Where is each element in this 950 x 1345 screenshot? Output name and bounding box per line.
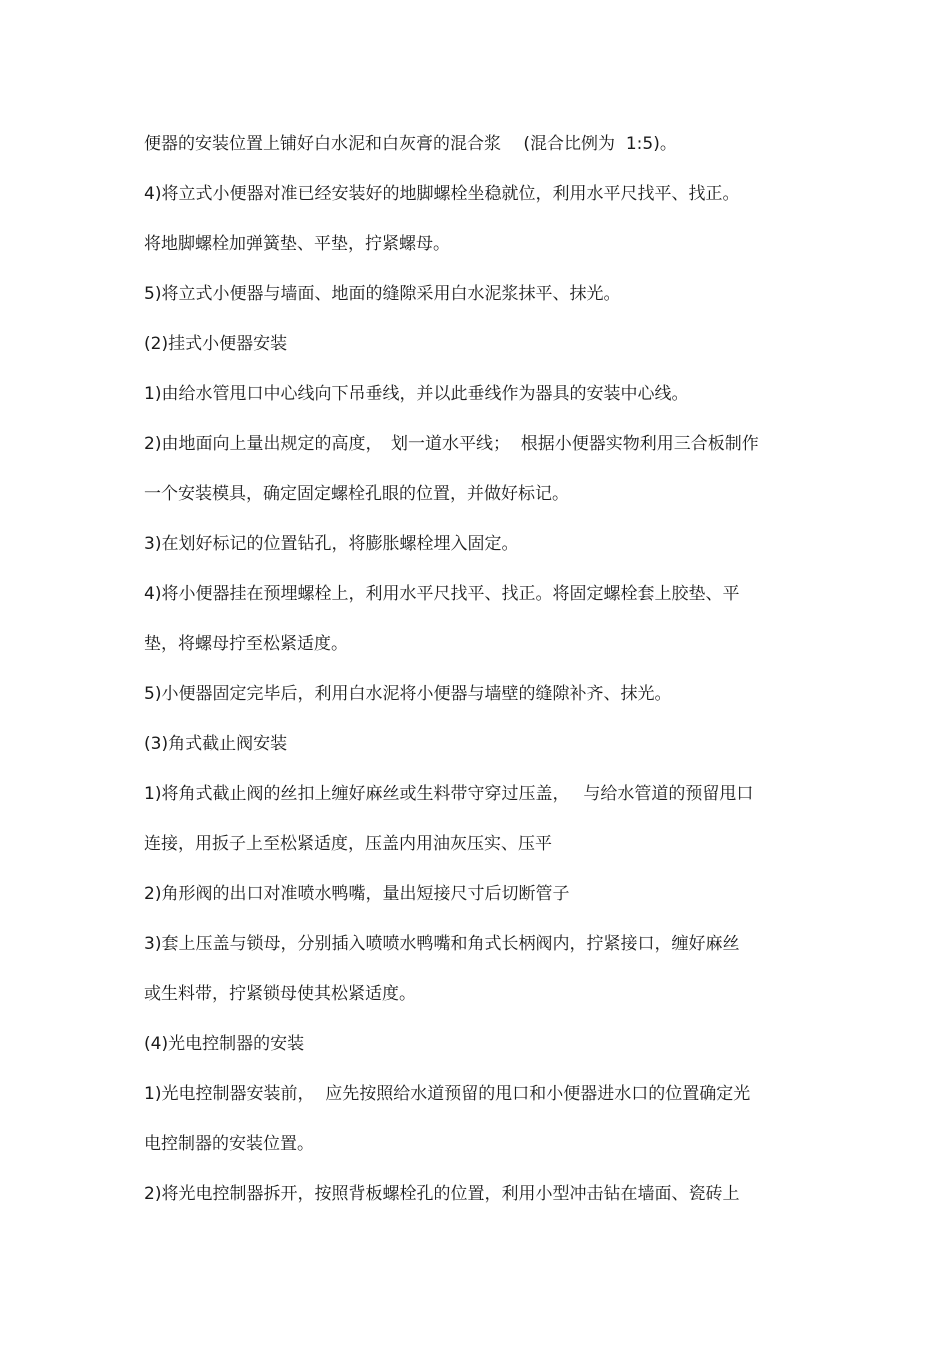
text-line: 4)将小便器挂在预埋螺栓上，利用水平尺找平、找正。将固定螺栓套上胶垫、平: [144, 584, 740, 604]
text-line: 5)将立式小便器与墙面、地面的缝隙采用白水泥浆抹平、抹光。: [144, 284, 621, 304]
text-line: 或生料带，拧紧锁母使其松紧适度。: [144, 984, 416, 1004]
section-heading: (3)角式截止阀安装: [144, 734, 288, 754]
text-line: 3)在划好标记的位置钻孔，将膨胀螺栓埋入固定。: [144, 534, 519, 554]
text-line: 1)光电控制器安装前， 应先按照给水道预留的甩口和小便器进水口的位置确定光: [144, 1084, 751, 1104]
text-line: 4)将立式小便器对准已经安装好的地脚螺栓坐稳就位，利用水平尺找平、找正。: [144, 184, 740, 204]
text-line: 电控制器的安装位置。: [144, 1134, 314, 1154]
text-line: 便器的安装位置上铺好白水泥和白灰膏的混合浆 (混合比例为 1:5)。: [144, 134, 677, 154]
text-line: 1)将角式截止阀的丝扣上缠好麻丝或生料带守穿过压盖， 与给水管道的预留甩口: [144, 784, 754, 804]
section-heading: (4)光电控制器的安装: [144, 1034, 305, 1054]
text-line: 将地脚螺栓加弹簧垫、平垫，拧紧螺母。: [144, 234, 450, 254]
text-line: 3)套上压盖与锁母，分别插入喷喷水鸭嘴和角式长柄阀内，拧紧接口，缠好麻丝: [144, 934, 740, 954]
text-line: 1)由给水管甩口中心线向下吊垂线，并以此垂线作为器具的安装中心线。: [144, 384, 689, 404]
text-line: 2)由地面向上量出规定的高度， 划一道水平线； 根据小便器实物利用三合板制作: [144, 434, 759, 454]
section-heading: (2)挂式小便器安装: [144, 334, 288, 354]
text-line: 5)小便器固定完毕后，利用白水泥将小便器与墙壁的缝隙补齐、抹光。: [144, 684, 672, 704]
text-line: 2)将光电控制器拆开，按照背板螺栓孔的位置，利用小型冲击钻在墙面、瓷砖上: [144, 1184, 740, 1204]
text-line: 2)角形阀的出口对准喷水鸭嘴，量出短接尺寸后切断管子: [144, 884, 570, 904]
text-line: 连接，用扳子上至松紧适度，压盖内用油灰压实、压平: [144, 834, 552, 854]
text-line: 垫，将螺母拧至松紧适度。: [144, 634, 348, 654]
text-line: 一个安装模具，确定固定螺栓孔眼的位置，并做好标记。: [144, 484, 569, 504]
